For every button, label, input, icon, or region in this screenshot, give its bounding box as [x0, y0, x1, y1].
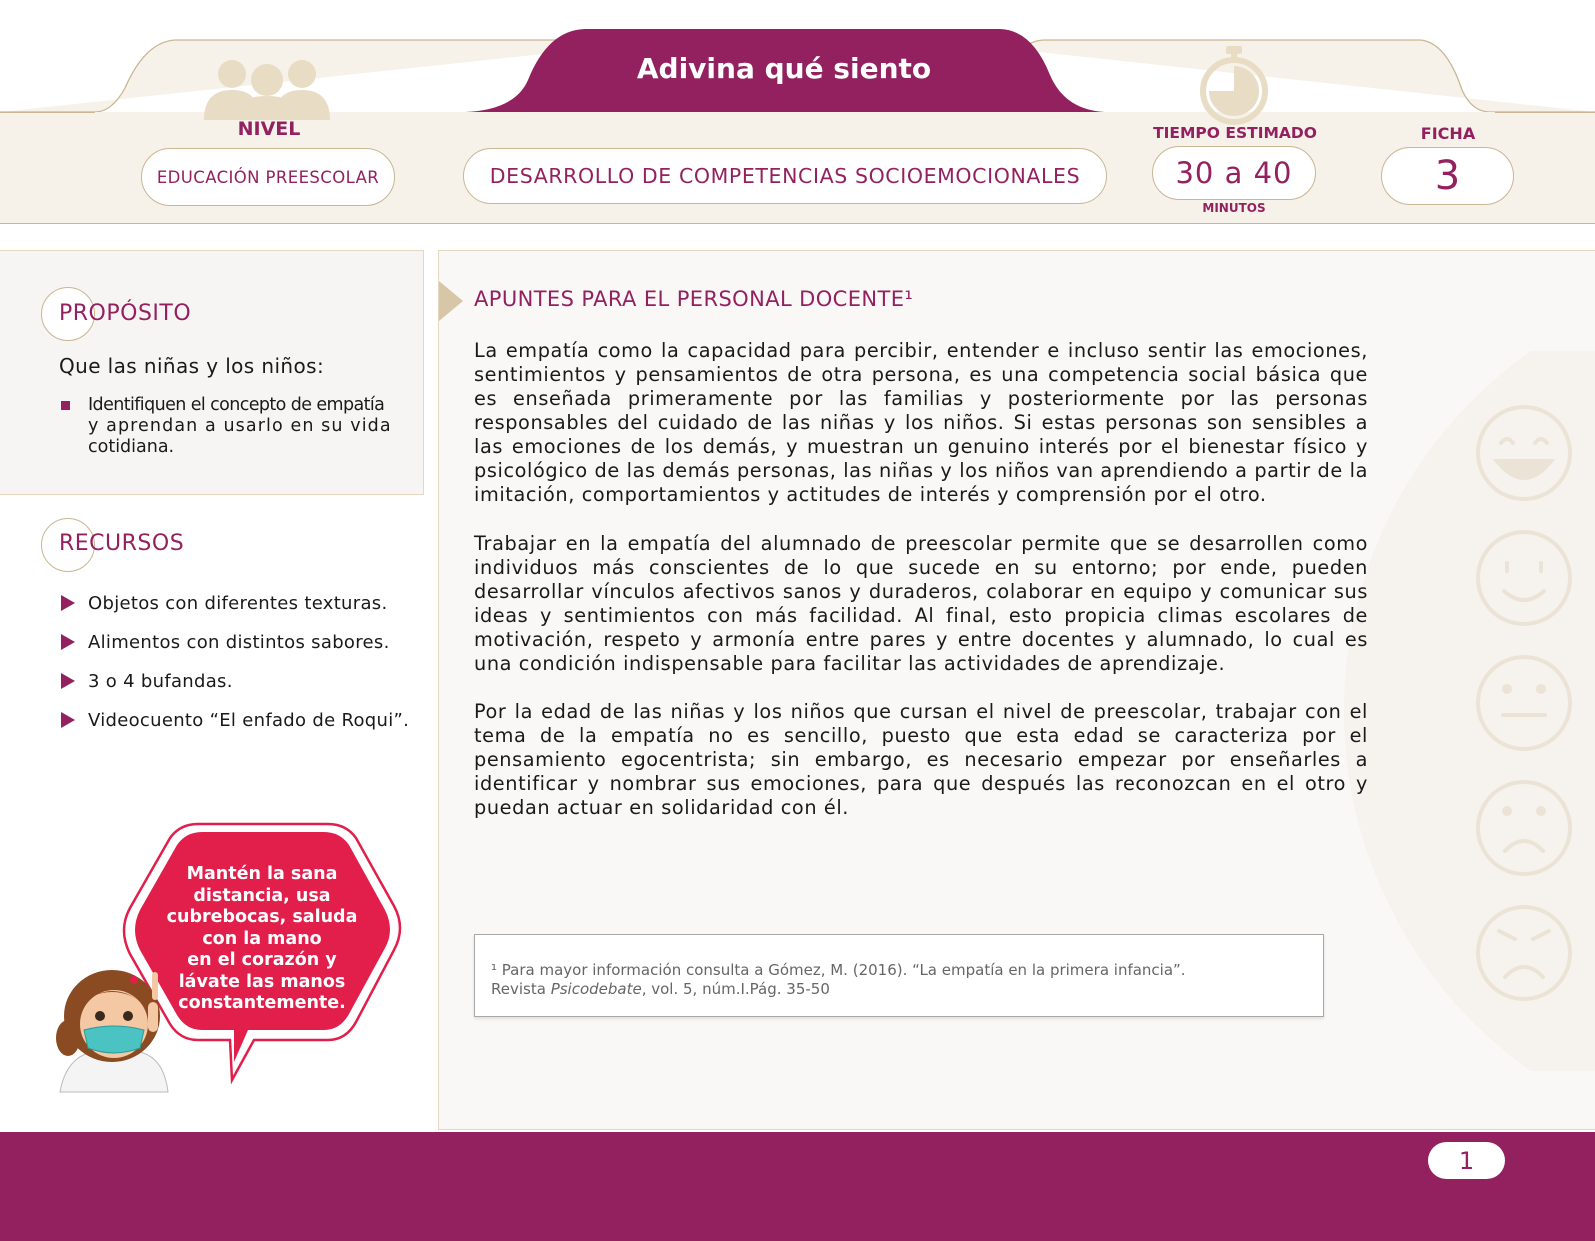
proposito-bullet [61, 401, 70, 410]
recurso-item: Alimentos con distintos sabores. [88, 632, 390, 653]
footnote-box [474, 934, 1324, 1017]
page-number [1428, 1142, 1505, 1179]
proposito-item-line3: cotidiana. [88, 437, 175, 457]
ficha-value-text: 3 [1434, 153, 1461, 199]
recurso-bullet [61, 712, 75, 728]
footnote-post: , vol. 5, núm.I.Pág. 35-50 [641, 980, 830, 998]
emotion-faces-icons [1469, 403, 1579, 1003]
footer-bar [0, 1132, 1595, 1241]
proposito-title: PROPÓSITO [59, 301, 192, 326]
proposito-item-line2: y aprendan a usarlo en su vida [88, 416, 392, 436]
heading-arrow-icon [439, 281, 465, 321]
footnote-pre: Revista [491, 980, 551, 998]
recurso-item: 3 o 4 bufandas. [88, 671, 233, 692]
page-number-text: 1 [1458, 1146, 1475, 1175]
footnote-journal: Psicodebate [550, 980, 642, 998]
people-icon [204, 52, 334, 120]
bubble-line: cubrebocas, saluda [166, 907, 358, 927]
bubble-line: en el corazón y [187, 950, 337, 970]
nivel-value-text: EDUCACIÓN PREESCOLAR [156, 167, 380, 187]
footnote-line-1: ¹ Para mayor información consulta a Gómez, M. (2016). “La empatía en la primera infancia”. [491, 961, 1186, 979]
nivel-value [141, 148, 395, 206]
main-heading: APUNTES PARA EL PERSONAL DOCENTE¹ [474, 287, 914, 311]
bubble-line: con la mano [202, 928, 322, 949]
tiempo-label: TIEMPO ESTIMADO [1153, 124, 1317, 142]
stopwatch-icon [1198, 44, 1270, 126]
footnote-line-2 [491, 980, 830, 998]
recurso-bullet [61, 634, 75, 650]
tiempo-value-text: 30 a 40 [1175, 156, 1293, 190]
paragraph-2: Trabajar en la empatía del alumnado de preescolar permite que se desarrollen como individuos más conscientes de lo que sucede en su entorno; por ende, pueden desarrollar vínculos afectivos sanos y duraderos, colaborar en equipo y comunicar sus ideas y sentimientos con más facilidad. Al final, esto propicia climas escolares de motivación, respeto y armonía entre pares y entre docentes y alumnado, lo cual es una condición indispensable para facilitar las actividades de aprendizaje. [474, 532, 1368, 675]
paragraph-3: Por la edad de las niñas y los niños que cursan el nivel de preescolar, trabajar con el tema de la empatía no es sencillo, puesto que esta edad se caracteriza por el pensamiento egocentrista; sin embargo, es necesario empezar por enseñarles a identificar y nombrar sus emociones, para que después las reconozcan en el otro y puedan actuar en solidaridad con él. [474, 700, 1368, 819]
proposito-intro: Que las niñas y los niños: [59, 354, 325, 378]
recursos-title: RECURSOS [59, 531, 185, 556]
ficha-label: FICHA [1420, 124, 1476, 143]
bubble-line: Mantén la sana [186, 864, 338, 884]
area-value-text: DESARROLLO DE COMPETENCIAS SOCIOEMOCIONALES [489, 164, 1081, 188]
paragraph-1: La empatía como la capacidad para percibir, entender e incluso sentir las emociones, sentimientos y pensamientos de otra persona, es una competencia social básica que es enseñada primeramente por las familias y posteriormente por las personas responsables del cuidado de las niñas y los niños. Si estas personas son sensibles a las emociones de los demás, y muestran un genuino interés por el bienestar físico y psicológico de las demás personas, las niñas y los niños van aprendiendo a partir de la imitación, comportamientos y actitudes de interés y comprensión por el otro. [474, 339, 1368, 506]
tiempo-unit: MINUTOS [1202, 201, 1266, 215]
proposito-item [88, 395, 398, 458]
bubble-line: constantemente. [178, 993, 346, 1013]
recurso-bullet [61, 673, 75, 689]
nivel-label: NIVEL [237, 118, 301, 140]
ficha-value [1381, 147, 1514, 205]
bubble-line: lávate las manos [178, 971, 346, 992]
recurso-bullet [61, 595, 75, 611]
recurso-item: Objetos con diferentes texturas. [88, 593, 388, 614]
tiempo-value [1152, 146, 1316, 200]
page-title: Adivina qué siento [636, 52, 932, 85]
area-value [463, 148, 1107, 204]
proposito-item-line1: Identifiquen el concepto de empatía [88, 395, 385, 415]
bubble-line: distancia, usa [193, 885, 331, 906]
recurso-item: Videocuento “El enfado de Roqui”. [88, 710, 410, 731]
girl-with-mask-illustration [52, 962, 182, 1100]
bubble-text [157, 864, 367, 1015]
